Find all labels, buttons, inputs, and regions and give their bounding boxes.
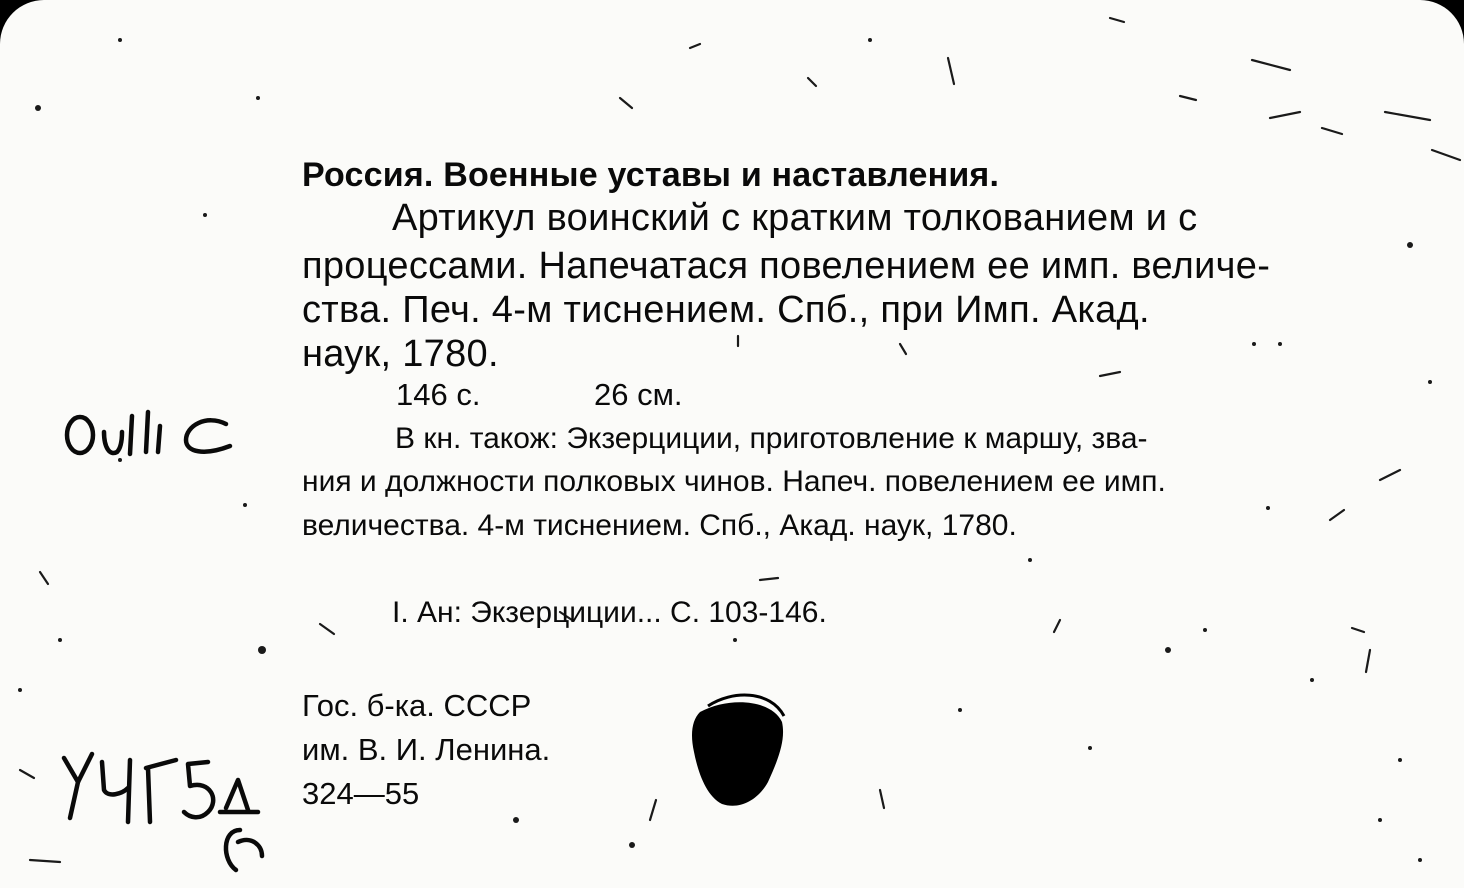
library-line-1: Гос. б-ка. СССР: [302, 688, 532, 723]
tracing-entry: I. Ан: Экзерциции... С. 103-146.: [392, 596, 827, 629]
title-line-4: наук, 1780.: [302, 333, 499, 375]
title-line-2: процессами. Напечатася повелением ее имп. величе-: [302, 245, 1271, 287]
card-heading: Россия. Военные уставы и наставления.: [302, 156, 1000, 194]
note-line-1: В кн. також: Экзерциции, приготовление к маршу, зва-: [395, 422, 1148, 455]
collation-size: 26 см.: [594, 377, 683, 412]
collation-pages: 146 с.: [396, 377, 481, 412]
note-line-3: величества. 4-м тиснением. Спб., Акад. наук, 1780.: [302, 509, 1017, 542]
note-line-2: ния и должности полковых чинов. Напеч. повелением ее имп.: [302, 465, 1166, 498]
title-line-1: Артикул воинский с кратким толкованием и с: [392, 197, 1198, 239]
title-line-3: ства. Печ. 4-м тиснением. Спб., при Имп. Акад.: [302, 289, 1150, 331]
library-line-2: им. В. И. Ленина.: [302, 732, 551, 767]
library-line-3: 324—55: [302, 776, 420, 811]
